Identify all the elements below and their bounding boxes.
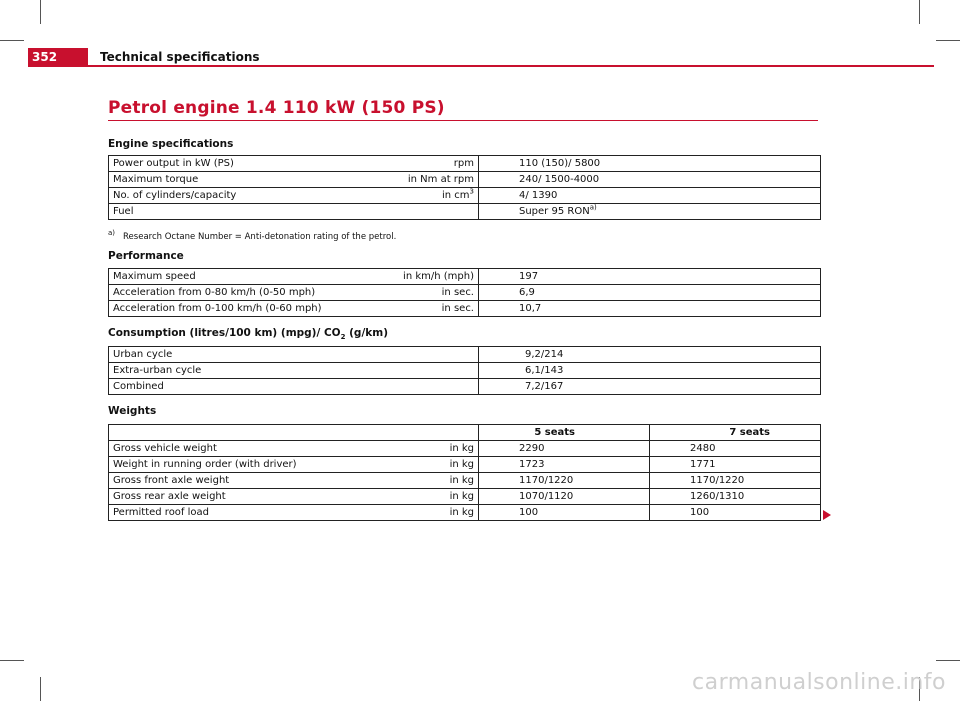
value-5-seats: 1070/1120 [479,489,650,505]
row-label: No. of cylinders/capacity [113,190,237,201]
row-value: 10,7 [479,301,821,317]
value-7-seats: 1170/1220 [650,473,821,489]
value-5-seats: 1723 [479,457,650,473]
row-label: Maximum speed [113,271,196,282]
row-label: Acceleration from 0-100 km/h (0-60 mph) [113,303,322,314]
table-row [109,285,821,301]
value-5-seats: 2290 [479,441,650,457]
page-number: 352 [28,48,88,67]
row-value: 197 [479,269,821,285]
crop-mark [40,0,41,24]
watermark: carmanualsonline.info [692,670,946,695]
weights-table [108,424,821,521]
row-unit: in sec. [441,303,474,314]
table-row [109,301,821,317]
value-7-seats: 2480 [650,441,821,457]
row-unit: in sec. [441,287,474,298]
table-row [109,188,821,204]
column-header-5-seats: 5 seats [479,425,650,441]
row-unit [442,188,474,203]
row-label: Gross vehicle weight [113,443,217,454]
co2-subscript: 2 [340,333,346,342]
row-value: 6,1/143 [479,363,821,379]
row-unit: in kg [449,459,474,470]
table-row [109,156,821,172]
performance-heading: Performance [108,250,184,262]
row-label: Urban cycle [109,347,479,363]
row-label: Gross front axle weight [113,475,230,486]
table-row [109,363,821,379]
value-7-seats: 1771 [650,457,821,473]
row-value: 110 (150)/ 5800 [479,156,821,172]
table-row [109,269,821,285]
engine-heading: Engine specifications [108,138,234,150]
table-row [109,441,821,457]
row-label: Permitted roof load [113,507,210,518]
row-label: Gross rear axle weight [113,491,226,502]
consumption-heading-text: Consumption (litres/100 km) (mpg)/ CO [108,327,341,339]
row-label: Fuel [113,206,134,217]
table-row [109,204,821,220]
row-value: 7,2/167 [479,379,821,395]
row-label: Acceleration from 0-80 km/h (0-50 mph) [113,287,316,298]
consumption-heading-unit: (g/km) [345,327,388,339]
consumption-table [108,346,821,395]
consumption-heading [108,327,388,341]
value-5-seats: 100 [479,505,650,521]
crop-mark [0,40,24,41]
crop-mark [936,660,960,661]
value-7-seats: 1260/1310 [650,489,821,505]
crop-mark [936,40,960,41]
header-rule [88,65,934,67]
row-label: Power output in kW (PS) [113,158,234,169]
row-unit: in kg [449,507,474,518]
footnote-text: Research Octane Number = Anti-detonation rating of the petrol. [123,231,397,242]
table-header-row [109,425,821,441]
table-row [109,347,821,363]
table-row [109,489,821,505]
row-unit: in kg [449,491,474,502]
table-row [109,473,821,489]
row-value: 4/ 1390 [479,188,821,204]
row-label: Extra-urban cycle [109,363,479,379]
value-7-seats: 100 [650,505,821,521]
engine-table [108,155,821,220]
row-value: 6,9 [479,285,821,301]
row-value: Super 95 RON [519,206,590,217]
unit-superscript: 3 [469,187,474,196]
table-row [109,505,821,521]
footnote [108,229,396,242]
weights-heading: Weights [108,405,157,417]
column-header-7-seats: 7 seats [650,425,821,441]
row-value: 9,2/214 [479,347,821,363]
performance-table [108,268,821,317]
title-rule [108,120,818,121]
row-unit: in kg [449,475,474,486]
row-label: Maximum torque [113,174,199,185]
crop-mark [919,0,920,24]
header-empty-cell [109,425,479,441]
row-unit: in kg [449,443,474,454]
row-unit: rpm [453,158,474,169]
table-row [109,457,821,473]
row-value-cell [479,204,821,220]
crop-mark [0,660,24,661]
page-title: Petrol engine 1.4 110 kW (150 PS) [108,98,445,118]
unit-text: in cm [441,190,470,201]
footnote-marker: a) [108,229,116,237]
table-row [109,172,821,188]
continue-arrow-icon [823,510,831,520]
crop-mark [40,677,41,701]
value-5-seats: 1170/1220 [479,473,650,489]
row-unit: in km/h (mph) [403,271,474,282]
table-row [109,379,821,395]
row-value: 240/ 1500-4000 [479,172,821,188]
row-label: Combined [109,379,479,395]
row-unit: in Nm at rpm [407,174,474,185]
footnote-ref: a) [589,203,597,212]
row-label: Weight in running order (with driver) [113,459,297,470]
section-title: Technical specifications [100,50,260,64]
